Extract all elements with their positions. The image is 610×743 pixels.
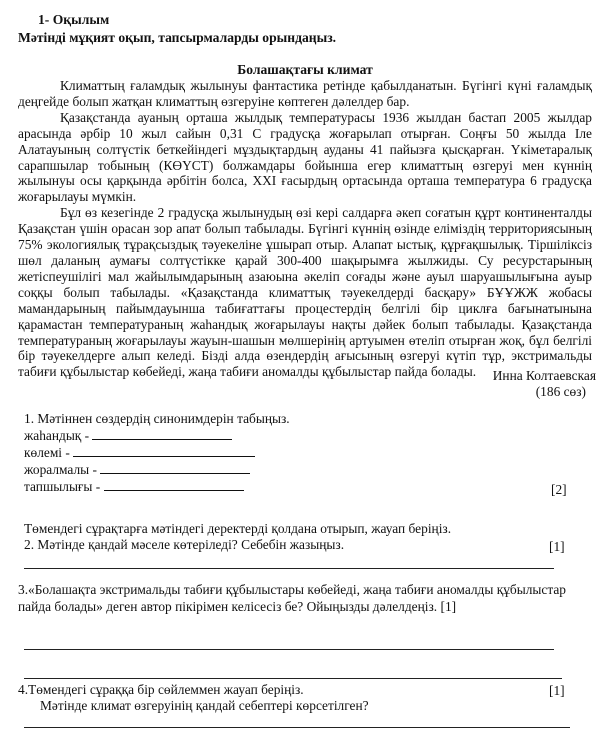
q1-marks: [2]	[551, 482, 567, 497]
q1-answer-line-4[interactable]	[104, 479, 244, 491]
article-word-count: (186 сөз)	[535, 384, 586, 399]
q4-marks: [1]	[549, 683, 565, 698]
q1-word-4: тапшылығы -	[24, 479, 101, 494]
section-heading: 1- Оқылым	[38, 12, 110, 27]
q2-prompt: 2. Мәтінде қандай мәселе көтеріледі? Себебін жазыңыз.	[24, 537, 345, 552]
q3-answer-line-1[interactable]	[24, 649, 554, 650]
q1-row-4	[24, 479, 244, 495]
q1-word-2: көлемі -	[24, 445, 70, 460]
q1-answer-line-2[interactable]	[73, 445, 255, 457]
article-title: Болашақтағы климат	[237, 62, 373, 77]
q2-intro: Төмендегі сұрақтарға мәтіндегі деректерді қолдана отырып, жауап беріңіз.	[24, 521, 452, 536]
q1-row-2	[24, 445, 255, 461]
q1-word-3: жоралмалы -	[24, 462, 97, 477]
article-paragraph-1: Климаттың ғаламдық жылынуы фантастика ретінде қабылданатын. Бүгінгі күні ғаламдық деңгейде болып жатқан климаттың өзгеруіне көптеген дәлелдер бар.	[18, 78, 592, 109]
article-author: Инна Колтаевская	[492, 368, 596, 383]
q4-answer-line[interactable]	[24, 727, 570, 728]
q1-prompt: 1. Мәтіннен сөздердің синонимдерін табыңыз.	[24, 411, 290, 426]
q4-question: Мәтінде климат өзгеруінің қандай себептері көрсетілген?	[40, 698, 369, 713]
section-instruction: Мәтінді мұқият оқып, тапсырмаларды орындаңыз.	[18, 30, 337, 45]
q1-word-1: жаһандық -	[24, 428, 90, 443]
q3-prompt-line-2: пайда болады» деген автор пікірімен келісесіз бе? Ойыңызды дәлелдеңіз. [1]	[18, 599, 457, 614]
article-paragraph-3: Бұл өз кезегінде 2 градусқа жылынудың өзі кері салдарға әкеп соғатын құрт континенталды Қазақстан үшін орасан зор апат болып табылады. Бүгінгі күннің өзінде еліміздің территориясының 75% экологиялық тұрақсыздық тәуекеліне ұшырап отыр. Алапат ыстық, құрғақшылық. Тіршіліксіз шөл даланың аумағы солтүстікке қарай 300-400 шақырымға жылжиды. Су ресурстарының жетіспеушілігі мал жайылымдарының азаюына әкеліп соғады және ауыл шаруашылығына ауыр соққы болып табылады. «Қазақстанда климаттық тәуекелдерді басқару» БҰҰЖЖ жобасы мамандарының пайымдауынша табиғаттағы процестердің белгілі бір циклға бағынатынына қарамастан температураның жаһандық жоғарылауы нақты дәйек болып табылады. Қазақстанда температураның жоғарылауы жауын-шашын мөлшерінің артуымен өтеліп отырған жоқ, бұл белгілі бір тәуекелдерге алып келеді. Бізді алда өзендердің ағысының өзгеруі күтіп тұр, экстримальды табиғи құбылыстар көбейеді, жаңа табиғи аномалды құбылыстар пайда болады.	[18, 205, 592, 380]
q4-prompt: 4.Төмендегі сұраққа бір сөйлеммен жауап беріңіз.	[18, 682, 304, 697]
q1-answer-line-3[interactable]	[100, 462, 250, 474]
q2-answer-line[interactable]	[24, 568, 554, 569]
q2-marks: [1]	[549, 539, 565, 554]
q1-row-3	[24, 462, 250, 478]
q1-answer-line-1[interactable]	[92, 428, 232, 440]
article-paragraph-2: Қазақстанда ауаның орташа жылдық температурасы 1936 жылдан бастап 2005 жылдар арасында әрбір 10 жыл сайын 0,31 С градусқа жоғарылап отырған. Соңғы 50 жылда Іле Алатауының солтүстік беткейіндегі мұздықтардың ауданы 41 пайызға қысқарған. Үкіметаралық сарапшылар тобының (КӨҮСТ) болжамдары бойынша егер климаттың өзгеруі мен күннің жылынуы осы қарқында әрбітін болса, XXI ғасырдың ортасында орташа температура 6 градусқа жоғарылауы мүмкін.	[18, 109, 592, 205]
q1-row-1	[24, 428, 232, 444]
q3-answer-line-2[interactable]	[24, 678, 562, 679]
article-body	[18, 78, 592, 380]
q3-prompt-line-1: 3.«Болашақта экстримальды табиғи құбылыстары көбейеді, жаңа табиғи аномалды құбылыстар	[18, 582, 567, 597]
